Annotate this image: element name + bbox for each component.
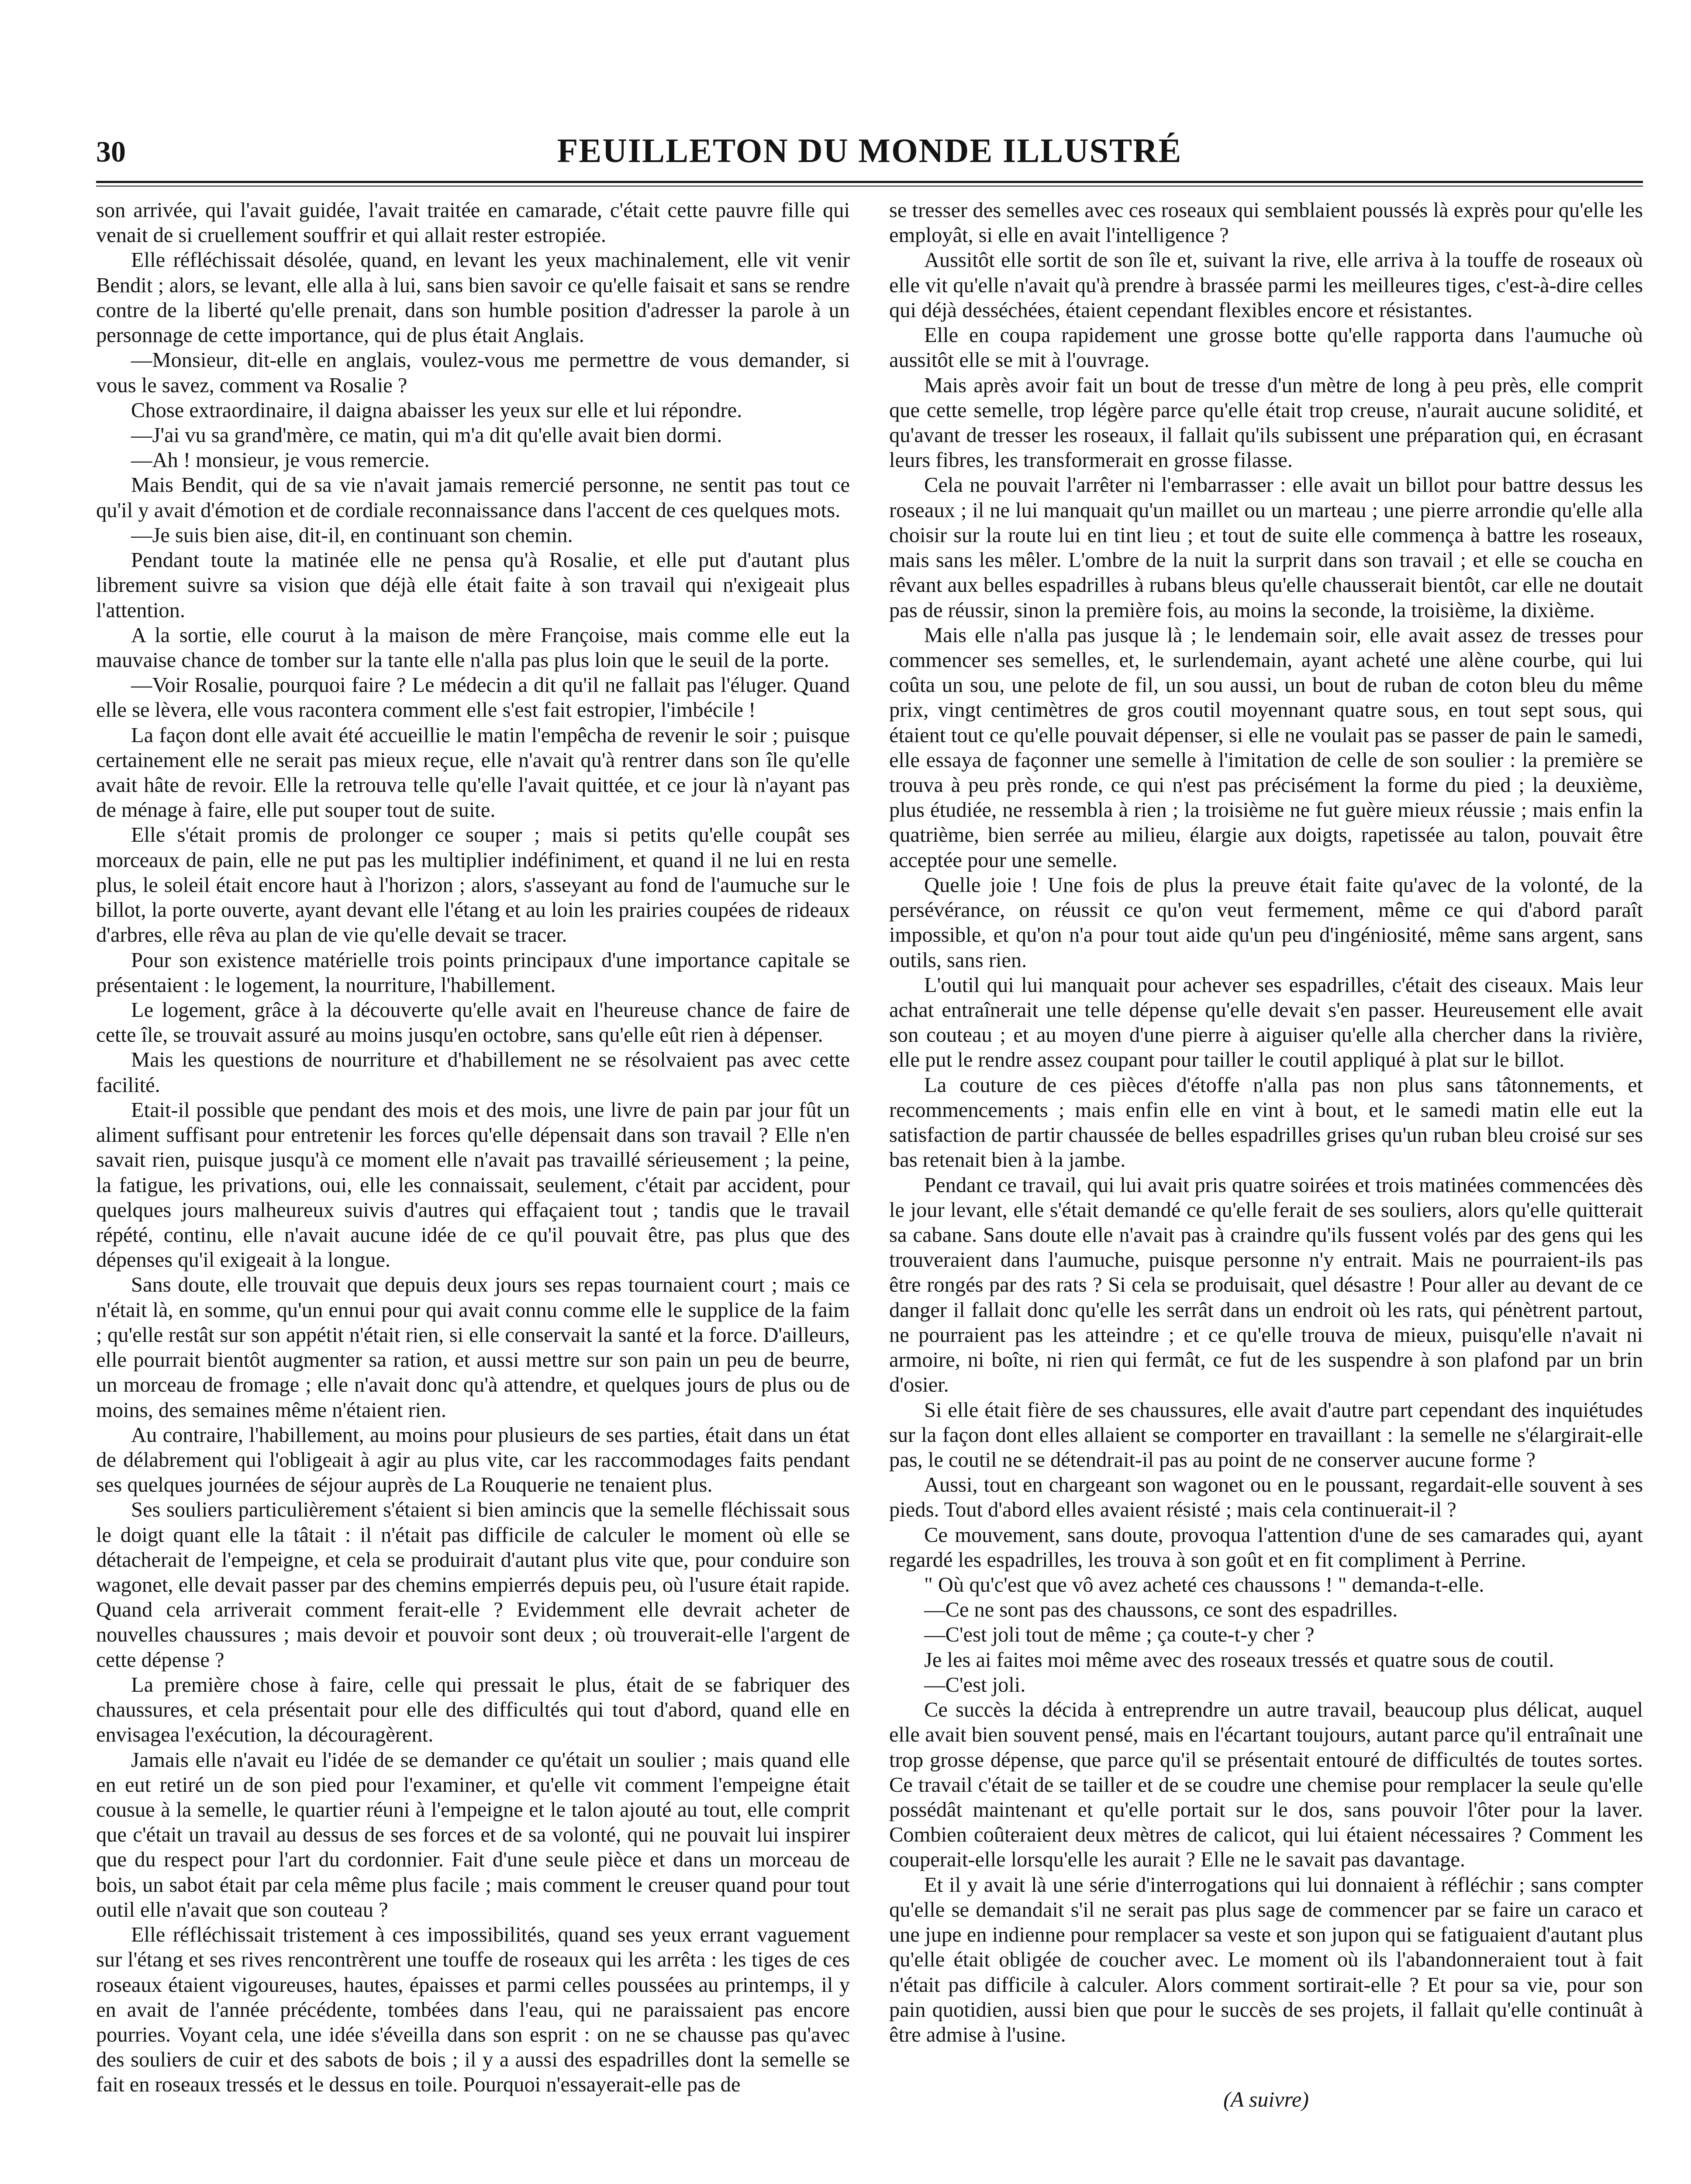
article-paragraph: Je les ai faites moi même avec des roseaux tressés et quatre sous de coutil. [924, 1648, 1554, 1672]
article-paragraph: —Voir Rosalie, pourquoi faire ? Le médecin a dit qu'il ne fallait pas l'éluger. Quand elle se lèvera, elle vous racontera comment elle s'est fait estropier, l'imbécile ! [96, 674, 850, 722]
article-paragraph: —J'ai vu sa grand'mère, ce matin, qui m'a dit qu'elle avait bien dormi. [131, 423, 722, 447]
article-paragraph: Aussi, tout en chargeant son wagonet ou en le poussant, regardait-elle souvent à ses pieds. Tout d'abord elles avaient résisté ; mais cela continuerait-il ? [889, 1473, 1643, 1522]
header-rule [96, 181, 1643, 183]
article-paragraph: son arrivée, qui l'avait guidée, l'avait traitée en camarade, c'était cette pauvre fille qui venait de si cruellement souffrir et qui allait rester estropiée. [96, 199, 850, 247]
article-paragraph: Pendant toute la matinée elle ne pensa qu'à Rosalie, et elle put d'autant plus librement suivre sa vision que déjà elle était faite à son travail qui n'exigeait plus l'attention. [96, 549, 850, 622]
article-paragraph: Ce mouvement, sans doute, provoqua l'attention d'une de ses camarades qui, ayant regardé les espadrilles, les trouva à son goût et en fit compliment à Perrine. [889, 1523, 1643, 1572]
right-column [889, 198, 1643, 2184]
article-paragraph: Elle réfléchissait désolée, quand, en levant les yeux machinalement, elle vit venir Bendit ; alors, se levant, elle alla à lui, sans bien savoir ce qu'elle faisait et sans se rendre contre de la liberté qu'elle prenait, dans son humble position d'adresser la parole à un personnage de cette importance, qui de plus était Anglais. [96, 249, 850, 347]
page-number: 30 [96, 135, 126, 168]
text-columns [96, 198, 1643, 2184]
article-paragraph: —C'est joli tout de même ; ça coute-t-y cher ? [924, 1623, 1315, 1647]
article-paragraph: Au contraire, l'habillement, au moins pour plusieurs de ses parties, était dans un état de délabrement qui l'obligeait à agir au plus vite, car les raccommodages faits pendant ses quelques journées de séjour auprès de La Rouquerie ne tenaient plus. [96, 1423, 850, 1497]
article-paragraph: Ses souliers particulièrement s'étaient si bien amincis que la semelle fléchissait sous le doigt quant elle la tâtait : il n'était pas difficile de calculer le moment où elle se détacherait de l'empeigne, et cela se produirait d'autant plus vite que, pour conduire son wagonet, elle devait passer par des chemins empierrés depuis peu, où l'usure était rapide. Quand cela arriverait comment ferait-elle ? Evidemment elle devrait acheter de nouvelles chaussures ; mais devoir et pouvoir sont deux ; où trouverait-elle l'argent de cette dépense ? [96, 1498, 850, 1672]
article-paragraph: Et il y avait là une série d'interrogations qui lui donnaient à réfléchir ; sans compter qu'elle se demandait s'il ne serait pas plus sage de commencer par se faire un caraco et une jupe en indienne pour remplacer sa veste et son jupon qui se fatiguaient d'autant plus qu'elle était obligée de coucher avec. Le moment où ils l'abandonneraient tout à fait n'était pas difficile à calculer. Alors comment sortirait-elle ? Et pour sa vie, pour son pain quotidien, aussi bien que pour le succès de ses projets, il fallait qu'elle continuât à être admise à l'usine. [889, 1873, 1643, 2046]
article-paragraph: —Monsieur, dit-elle en anglais, voulez-vous me permettre de vous demander, si vous le savez, comment va Rosalie ? [96, 349, 850, 397]
article-paragraph: —Ce ne sont pas des chaussons, ce sont des espadrilles. [924, 1598, 1398, 1622]
article-paragraph: Quelle joie ! Une fois de plus la preuve était faite qu'avec de la volonté, de la persévérance, on réussit ce qu'on veut fermement, même ce qui d'abord paraît impossible, et qu'on n'a pour tout aide qu'un peu d'ingéniosité, même sans argent, sans outils, sans rien. [889, 873, 1643, 972]
to-be-continued: (A suivre) [1223, 2087, 1309, 2112]
article-paragraph: Chose extraordinaire, il daigna abaisser les yeux sur elle et lui répondre. [131, 398, 742, 422]
article-paragraph: Si elle était fière de ses chaussures, elle avait d'autre part cependant des inquiétudes sur la façon dont elles allaient se comporter en travaillant : la semelle ne s'élargirait-elle pas, le coutil ne se détendrait-il pas au point de ne conserver aucune forme ? [889, 1398, 1643, 1472]
article-paragraph: —C'est joli. [924, 1673, 1026, 1697]
article-paragraph: Pendant ce travail, qui lui avait pris quatre soirées et trois matinées commencées dès le jour levant, elle s'était demandé ce qu'elle ferait de ses souliers, alors qu'elle quitterait sa cabane. Sans doute elle n'avait pas à craindre qu'ils fussent volés par des gens qui les trouveraient dans l'aumuche, puisque personne n'y entrait. Mais ne pourraient-ils pas être rongés par des rats ? Si cela se produisait, quel désastre ! Pour aller au devant de ce danger il fallait donc qu'elle les serrât dans un endroit où les rats, qui pénètrent partout, ne pourraient pas les atteindre ; et ce qu'elle trouva de mieux, puisqu'elle n'avait ni armoire, ni boîte, ni rien qui fermât, ce fut de les suspendre à son plafond par un brin d'osier. [889, 1173, 1643, 1397]
article-paragraph: Etait-il possible que pendant des mois et des mois, une livre de pain par jour fût un aliment suffisant pour entretenir les forces qu'elle dépensait dans son travail ? Elle n'en savait rien, puisque jusqu'à ce moment elle n'avait pas travaillé sérieusement ; la peine, la fatigue, les privations, oui, elle les connaissait, seulement, c'était par accident, pour quelques jours malheureux suivis d'autres qui effaçaient tout ; tandis que le travail répété, continu, elle n'avait aucune idée de ce qu'il pouvait être, pas plus que des dépenses qu'il exigeait à la longue. [96, 1098, 850, 1272]
article-paragraph: " Où qu'c'est que vô avez acheté ces chaussons ! " demanda-t-elle. [924, 1573, 1484, 1597]
article-paragraph: Elle réfléchissait tristement à ces impossibilités, quand ses yeux errant vaguement sur l'étang et ses rives rencontrèrent une touffe de roseaux qui les arrêta : les tiges de ces roseaux étaient vigoureuses, hautes, épaisses et parmi celles poussées au printemps, il y en avait de l'année précédente, tombées dans l'eau, qui ne paraissaient pas encore pourries. Voyant cela, une idée s'éveilla dans son esprit : on ne se chausse pas qu'avec des souliers de cuir et des sabots de bois ; il y a aussi des espadrilles dont la semelle se fait en roseaux tressés et le dessus en toile. Pourquoi n'essayerait-elle pas de [96, 1923, 850, 2097]
article-paragraph: Le logement, grâce à la découverte qu'elle avait en l'heureuse chance de faire de cette île, se trouvait assuré au moins jusqu'en octobre, sans qu'elle eût rien à dépenser. [96, 999, 850, 1047]
article-paragraph: La première chose à faire, celle qui pressait le plus, était de se fabriquer des chaussures, et cela présentait pour elle des difficultés qui tout d'abord, quand elle en envisagea l'exécution, la découragèrent. [96, 1673, 850, 1747]
article-paragraph: Cela ne pouvait l'arrêter ni l'embarrasser : elle avait un billot pour battre dessus les roseaux ; il ne lui manquait qu'un maillet ou un marteau ; une pierre arrondie qu'elle alla choisir sur la route lui en tint lieu ; et tout de suite elle commença à battre les roseaux, mais sans les mêler. L'ombre de la nuit la surprit dans son travail ; et elle se coucha en rêvant aux belles espadrilles à rubans bleus qu'elle chausserait bientôt, car elle ne doutait pas de réussir, sinon la première fois, au moins la seconde, la troisième, la dixième. [889, 473, 1643, 622]
page-header [96, 131, 1643, 179]
article-paragraph: —Ah ! monsieur, je vous remercie. [131, 449, 430, 472]
article-paragraph: Mais après avoir fait un bout de tresse d'un mètre de long à peu près, elle comprit que cette semelle, trop légère parce qu'elle était trop creuse, n'aurait aucune solidité, et qu'avant de tresser les roseaux, il fallait qu'ils subissent une préparation qui, en écrasant leurs fibres, les transformerait en grosse filasse. [889, 373, 1643, 472]
article-paragraph: Mais elle n'alla pas jusque là ; le lendemain soir, elle avait assez de tresses pour commencer ses semelles, et, le surlendemain, ayant acheté une alène courbe, qui lui coûta un sou, une pelote de fil, un sou aussi, un bout de ruban de coton bleu du même prix, vingt centimètres de gros coutil moyennant quatre sous, en tout sept sous, qui étaient tout ce qu'elle pouvait dépenser, si elle ne voulait pas se passer de pain le samedi, elle essaya de façonner une semelle à l'imitation de celle de son soulier : la première se trouva à peu près ronde, ce qui n'est pas précisément la forme du pied ; la deuxième, plus étudiée, ne ressembla à rien ; la troisième ne fut guère mieux réussie ; mais enfin la quatrième, bien serrée au milieu, élargie aux doigts, rapetissée au talon, pouvait être acceptée pour une semelle. [889, 623, 1643, 872]
article-paragraph: Aussitôt elle sortit de son île et, suivant la rive, elle arriva à la touffe de roseaux où elle vit qu'elle n'avait qu'à prendre à brassée parmi les meilleures tiges, c'est-à-dire celles qui déjà desséchées, étaient cependant flexibles encore et résistantes. [889, 249, 1643, 322]
left-column [96, 198, 850, 2184]
article-paragraph: —Je suis bien aise, dit-il, en continuant son chemin. [131, 523, 573, 547]
article-paragraph: La façon dont elle avait été accueillie le matin l'empêcha de revenir le soir ; puisque certainement elle ne serait pas mieux reçue, elle n'avait qu'à rentrer dans son île qu'elle avait hâte de revoir. Elle la retrouva telle qu'elle l'avait quittée, et ce jour là n'ayant pas de ménage à faire, elle put souper tout de suite. [96, 723, 850, 822]
running-title: FEUILLETON DU MONDE ILLUSTRÉ [557, 131, 1182, 169]
article-paragraph: Ce succès la décida à entreprendre un autre travail, beaucoup plus délicat, auquel elle avait bien souvent pensé, mais en l'écartant toujours, autant parce qu'il entraînait une trop grosse dépense, que parce qu'il se présentait entouré de difficultés de toutes sortes. Ce travail c'était de se tailler et de se coudre une chemise pour remplacer la seule qu'elle possédât maintenant et qu'elle portait sur le dos, sans pouvoir l'ôter pour la laver. Combien coûteraient deux mètres de calicot, qui lui étaient nécessaires ? Comment les couperait-elle lorsqu'elle les aurait ? Elle ne le savait pas davantage. [889, 1698, 1643, 1872]
article-paragraph: Elle s'était promis de prolonger ce souper ; mais si petits qu'elle coupât ses morceaux de pain, elle ne put pas les multiplier indéfiniment, et quand il ne lui en resta plus, le soleil était encore haut à l'horizon ; alors, s'asseyant au fond de l'aumuche sur le billot, la porte ouverte, ayant devant elle l'étang et au loin les prairies coupées de rideaux d'arbres, elle rêva au plan de vie qu'elle devait se tracer. [96, 823, 850, 947]
article-paragraph: Pour son existence matérielle trois points principaux d'une importance capitale se présentaient : le logement, la nourriture, l'habillement. [96, 948, 850, 997]
article-paragraph: La couture de ces pièces d'étoffe n'alla pas non plus sans tâtonnements, et recommencements ; mais enfin elle en vint à bout, et le samedi matin elle eut la satisfaction de partir chaussée de belles espadrilles grises qu'un ruban bleu croisé sur ses bas retenait bien à la jambe. [889, 1073, 1643, 1172]
article-paragraph: Sans doute, elle trouvait que depuis deux jours ses repas tournaient court ; mais ce n'était là, en somme, qu'un ennui pour qui avait connu comme elle le supplice de la faim ; qu'elle restât sur son appétit n'était rien, si elle conservait la santé et la force. D'ailleurs, elle pourrait bientôt augmenter sa ration, et aussi mettre sur son pain un peu de beurre, un morceau de fromage ; elle n'avait donc qu'à attendre, et quelques jours de plus ou de moins, des semaines même n'étaient rien. [96, 1273, 850, 1422]
header-rule-thin [96, 186, 1643, 187]
article-paragraph: A la sortie, elle courut à la maison de mère Françoise, mais comme elle eut la mauvaise chance de tomber sur la tante elle n'alla pas plus loin que le seuil de la porte. [96, 623, 850, 672]
article-paragraph: L'outil qui lui manquait pour achever ses espadrilles, c'était des ciseaux. Mais leur achat entraînerait une telle dépense qu'elle devait s'en passer. Heureusement elle avait son couteau ; et au moyen d'une pierre à aiguiser qu'elle alla chercher dans la rivière, elle put le rendre assez coupant pour tailler le coutil appliqué à plat sur le billot. [889, 973, 1643, 1072]
article-paragraph: Jamais elle n'avait eu l'idée de se demander ce qu'était un soulier ; mais quand elle en eut retiré un de son pied pour l'examiner, et qu'elle vit comment l'empeigne était cousue à la semelle, le quartier réuni à l'empeigne et le talon ajouté au tout, elle comprit que c'était un travail au dessus de ses forces et de sa volonté, qui ne pouvait lui inspirer que du respect pour l'art du cordonnier. Fait d'une seule pièce et dans un morceau de bois, un sabot était par cela même plus facile ; mais comment le creuser quand pour tout outil elle n'avait que son couteau ? [96, 1748, 850, 1921]
article-paragraph: se tresser des semelles avec ces roseaux qui semblaient poussés là exprès pour qu'elle les employât, si elle en avait l'intelligence ? [889, 199, 1643, 247]
article-paragraph: Mais les questions de nourriture et d'habillement ne se résolvaient pas avec cette facilité. [96, 1048, 850, 1097]
article-paragraph: Elle en coupa rapidement une grosse botte qu'elle rapporta dans l'aumuche où aussitôt elle se mit à l'ouvrage. [889, 324, 1643, 372]
article-paragraph: Mais Bendit, qui de sa vie n'avait jamais remercié personne, ne sentit pas tout ce qu'il y avait d'émotion et de cordiale reconnaissance dans l'accent de ces quelques mots. [96, 473, 850, 522]
